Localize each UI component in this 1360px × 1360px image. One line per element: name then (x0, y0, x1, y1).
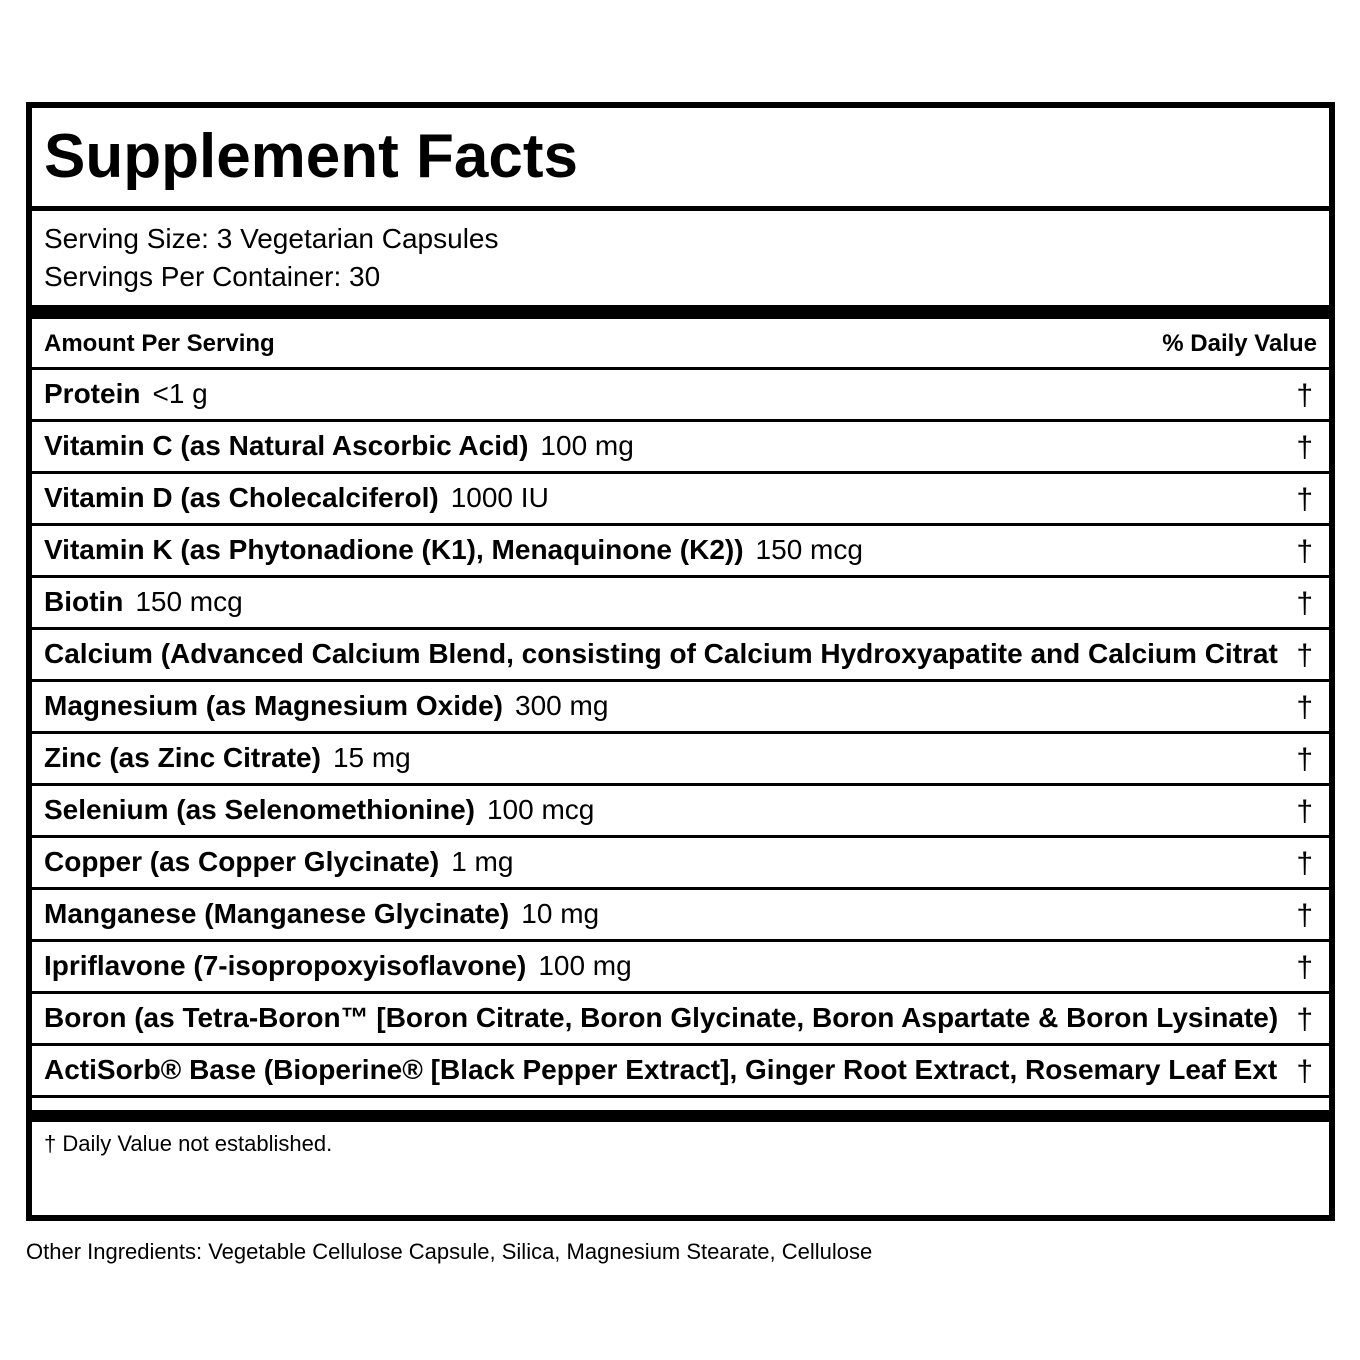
footnote: † Daily Value not established. (44, 1131, 333, 1156)
nutrient-name: Vitamin D (as Cholecalciferol) (44, 482, 439, 513)
table-row (32, 991, 1329, 1043)
serving-size: Serving Size: 3 Vegetarian Capsules (44, 223, 499, 254)
table-row (32, 939, 1329, 991)
daily-value-mark: † (1296, 951, 1313, 984)
daily-value-mark: † (1296, 691, 1313, 724)
nutrient-name: Biotin (44, 586, 124, 617)
nutrient-amount: 100 mg (538, 950, 632, 981)
nutrient-amount: 100 mcg (486, 794, 595, 825)
table-bottom-rule (32, 1095, 1329, 1098)
nutrient-name: Ipriflavone (7-isopropoxyisoflavone) (44, 950, 527, 981)
servings-per-container: Servings Per Container: 30 (44, 261, 381, 292)
table-row (32, 471, 1329, 523)
nutrient-amount: 150 mcg (135, 586, 243, 617)
serving-divider (32, 305, 1329, 319)
daily-value-mark: † (1296, 431, 1313, 464)
nutrient-amount: 1 mg (451, 846, 514, 877)
daily-value-mark: † (1296, 743, 1313, 776)
nutrient-amount: <1 g (152, 378, 208, 409)
nutrient-name: Manganese (Manganese Glycinate) (44, 898, 510, 929)
table-row (32, 575, 1329, 627)
nutrient-name: Calcium (Advanced Calcium Blend, consisting of Calcium Hydroxyapatite and Calcium Citrat (44, 638, 1278, 669)
table-row (32, 835, 1329, 887)
table-row (32, 419, 1329, 471)
nutrient-name: Zinc (as Zinc Citrate) (44, 742, 321, 773)
nutrient-name: Copper (as Copper Glycinate) (44, 846, 440, 877)
daily-value-mark: † (1296, 535, 1313, 568)
nutrient-name: Selenium (as Selenomethionine) (44, 794, 475, 825)
table-row (32, 367, 1329, 419)
daily-value-mark: † (1296, 379, 1313, 412)
nutrient-name: Boron (as Tetra-Boron™ [Boron Citrate, Boron Glycinate, Boron Aspartate & Boron Lysinate) (44, 1002, 1279, 1033)
nutrient-amount: 15 mg (332, 742, 411, 773)
nutrient-amount: 300 mg (515, 690, 609, 721)
table-row (32, 731, 1329, 783)
table-row (32, 523, 1329, 575)
other-ingredients: Other Ingredients: Vegetable Cellulose Capsule, Silica, Magnesium Stearate, Cellulose (26, 1239, 873, 1264)
daily-value-mark: † (1296, 587, 1313, 620)
panel-title: Supplement Facts (44, 122, 578, 191)
nutrient-name: Vitamin C (as Natural Ascorbic Acid) (44, 430, 529, 461)
table-row (32, 783, 1329, 835)
table-row (32, 679, 1329, 731)
nutrient-name: Magnesium (as Magnesium Oxide) (44, 690, 503, 721)
nutrient-amount: 10 mg (521, 898, 600, 929)
daily-value-mark: † (1296, 483, 1313, 516)
table-row (32, 627, 1329, 679)
daily-value-mark: † (1296, 795, 1313, 828)
daily-value-mark: † (1296, 847, 1313, 880)
title-divider (32, 206, 1329, 211)
nutrient-name: Protein (44, 378, 141, 409)
nutrient-amount: 100 mg (540, 430, 634, 461)
nutrient-table (32, 367, 1329, 1095)
nutrient-amount: 150 mcg (755, 534, 863, 565)
daily-value-mark: † (1296, 1003, 1313, 1036)
nutrient-name: ActiSorb® Base (Bioperine® [Black Pepper Extract], Ginger Root Extract, Rosemary Leaf Ext (44, 1054, 1278, 1085)
nutrient-name: Vitamin K (as Phytonadione (K1), Menaquinone (K2)) (44, 534, 744, 565)
table-row (32, 1043, 1329, 1095)
daily-value-mark: † (1296, 1055, 1313, 1088)
supplement-facts-panel (26, 102, 1335, 1221)
nutrient-amount: 1000 IU (450, 482, 549, 513)
daily-value-mark: † (1296, 899, 1313, 932)
daily-value-mark: † (1296, 639, 1313, 672)
table-row (32, 887, 1329, 939)
amount-per-serving-header: Amount Per Serving (44, 330, 275, 357)
daily-value-header: % Daily Value (1162, 330, 1317, 357)
footnote-divider (32, 1110, 1329, 1122)
